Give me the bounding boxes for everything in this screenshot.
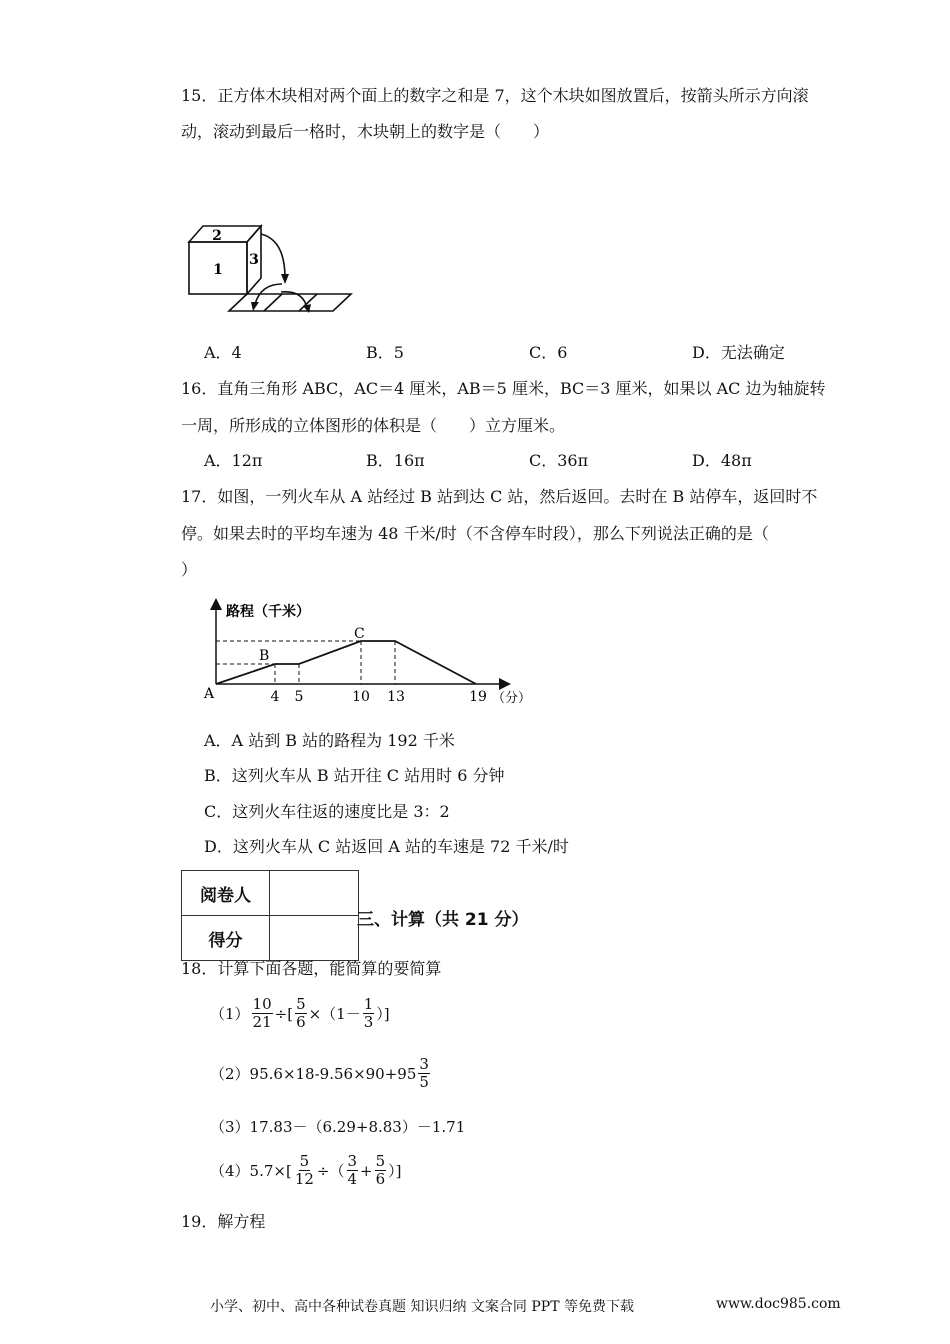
q17-line3: ） [181, 560, 198, 579]
cube-top-number: 2 [212, 228, 222, 244]
expr-op: ×（1－ [308, 1005, 361, 1023]
q16-line1: 16．直角三角形 ABC，AC＝4 厘米，AB＝5 厘米，BC＝3 厘米，如果以 AC 边为轴旋转 [181, 379, 826, 398]
q17-option-b: B．这列火车从 B 站开往 C 站用时 6 分钟 [204, 766, 505, 785]
chart-label-b: B [259, 648, 270, 664]
q15-option-d: D．无法确定 [692, 343, 785, 362]
expr-op: ）] [388, 1162, 402, 1180]
expr-label: （4） [210, 1162, 250, 1180]
q16-option-b: B．16π [366, 451, 425, 470]
chart-origin-label: A [204, 686, 215, 702]
tick-label: 4 [270, 689, 280, 705]
expr-op: ÷[ [274, 1004, 294, 1023]
chart-ylabel: 路程（千米） [226, 604, 310, 620]
expr-op: ）] [376, 1005, 390, 1023]
cube-top-face [189, 226, 261, 242]
q18-expr-2 [210, 1056, 432, 1091]
fraction: $\frac{1}{3}$ [363, 995, 374, 1031]
expr-label: （1） [210, 1005, 250, 1023]
q17-option-a: A．A 站到 B 站的路程为 192 千米 [204, 731, 455, 750]
score-table-score-cell[interactable] [270, 916, 359, 961]
fraction: $\frac{5}{6}$ [296, 995, 306, 1031]
q17-option-c: C．这列火车往返的速度比是 3：2 [204, 802, 450, 821]
fraction: $\frac{10}{21}$ [252, 995, 272, 1031]
fraction: $\frac{3}{4}$ [347, 1152, 358, 1188]
expr-text: 95.6×18-9.56×90+95 [249, 1064, 417, 1083]
score-table-score-label: 得分 [182, 916, 270, 961]
cube-front-number: 1 [213, 262, 223, 278]
q16-option-a: A．12π [204, 451, 263, 470]
score-table-reviewer-cell[interactable] [270, 871, 359, 916]
section-title: 三、计算（共 21 分） [357, 910, 529, 930]
roll-arrow-1 [261, 234, 285, 278]
score-table-reviewer-label: 阅卷人 [182, 871, 270, 916]
q15-option-a: A．4 [204, 343, 242, 362]
q15-option-c: C．6 [529, 343, 568, 362]
tick-label: 5 [294, 689, 304, 705]
q19-title: 19．解方程 [181, 1212, 266, 1231]
fraction: $\frac{3}{5}$ [419, 1055, 429, 1091]
footer-text: 小学、初中、高中各种试卷真题 知识归纳 文案合同 PPT 等免费下载 [210, 1299, 634, 1315]
expr-text: 17.83－（6.29+8.83）－1.71 [249, 1118, 466, 1136]
q18-expr-1 [210, 996, 390, 1031]
q16-option-c: C．36π [529, 451, 589, 470]
fraction: $\frac{5}{6}$ [375, 1152, 386, 1188]
train-route-line [216, 641, 476, 684]
chart-xunit: （分） [492, 691, 532, 706]
tick-label: 13 [387, 689, 405, 705]
score-table [181, 870, 359, 961]
tick-label: 10 [352, 689, 370, 705]
q15-cube-figure [185, 222, 357, 316]
q17-line2: 停。如果去时的平均车速为 48 千米/时（不含停车时段），那么下列说法正确的是（ [181, 524, 769, 543]
footer-link[interactable]: www.doc985.com [716, 1296, 841, 1312]
floor-grid [229, 294, 351, 311]
expr-op: + [360, 1161, 373, 1180]
q16-option-d: D．48π [692, 451, 752, 470]
q15-option-b: B．5 [366, 343, 404, 362]
tick-label: 19 [469, 689, 487, 705]
q18-expr-4 [210, 1153, 402, 1188]
expr-text: 5.7×[ [249, 1161, 292, 1180]
fraction: $\frac{5}{12}$ [294, 1152, 314, 1188]
cube-side-number: 3 [249, 252, 259, 268]
q15-line2: 动，滚动到最后一格时，木块朝上的数字是（ ） [181, 122, 550, 141]
chart-label-c: C [354, 626, 365, 642]
q17-option-d: D．这列火车从 C 站返回 A 站的车速是 72 千米/时 [204, 837, 569, 856]
expr-label: （2） [210, 1065, 250, 1083]
q17-line1: 17．如图，一列火车从 A 站经过 B 站到达 C 站，然后返回。去时在 B 站停车，返回时不 [181, 487, 818, 506]
q18-title: 18．计算下面各题，能简算的要简算 [181, 959, 442, 978]
q15-line1: 15．正方体木块相对两个面上的数字之和是 7，这个木块如图放置后，按箭头所示方向滚 [181, 86, 809, 105]
expr-op: ÷（ [316, 1162, 345, 1180]
q18-expr-3 [210, 1116, 465, 1137]
expr-label: （3） [210, 1118, 250, 1136]
q16-line2: 一周，所形成的立体图形的体积是（ ）立方厘米。 [181, 416, 566, 435]
q17-distance-time-graph [200, 598, 540, 710]
